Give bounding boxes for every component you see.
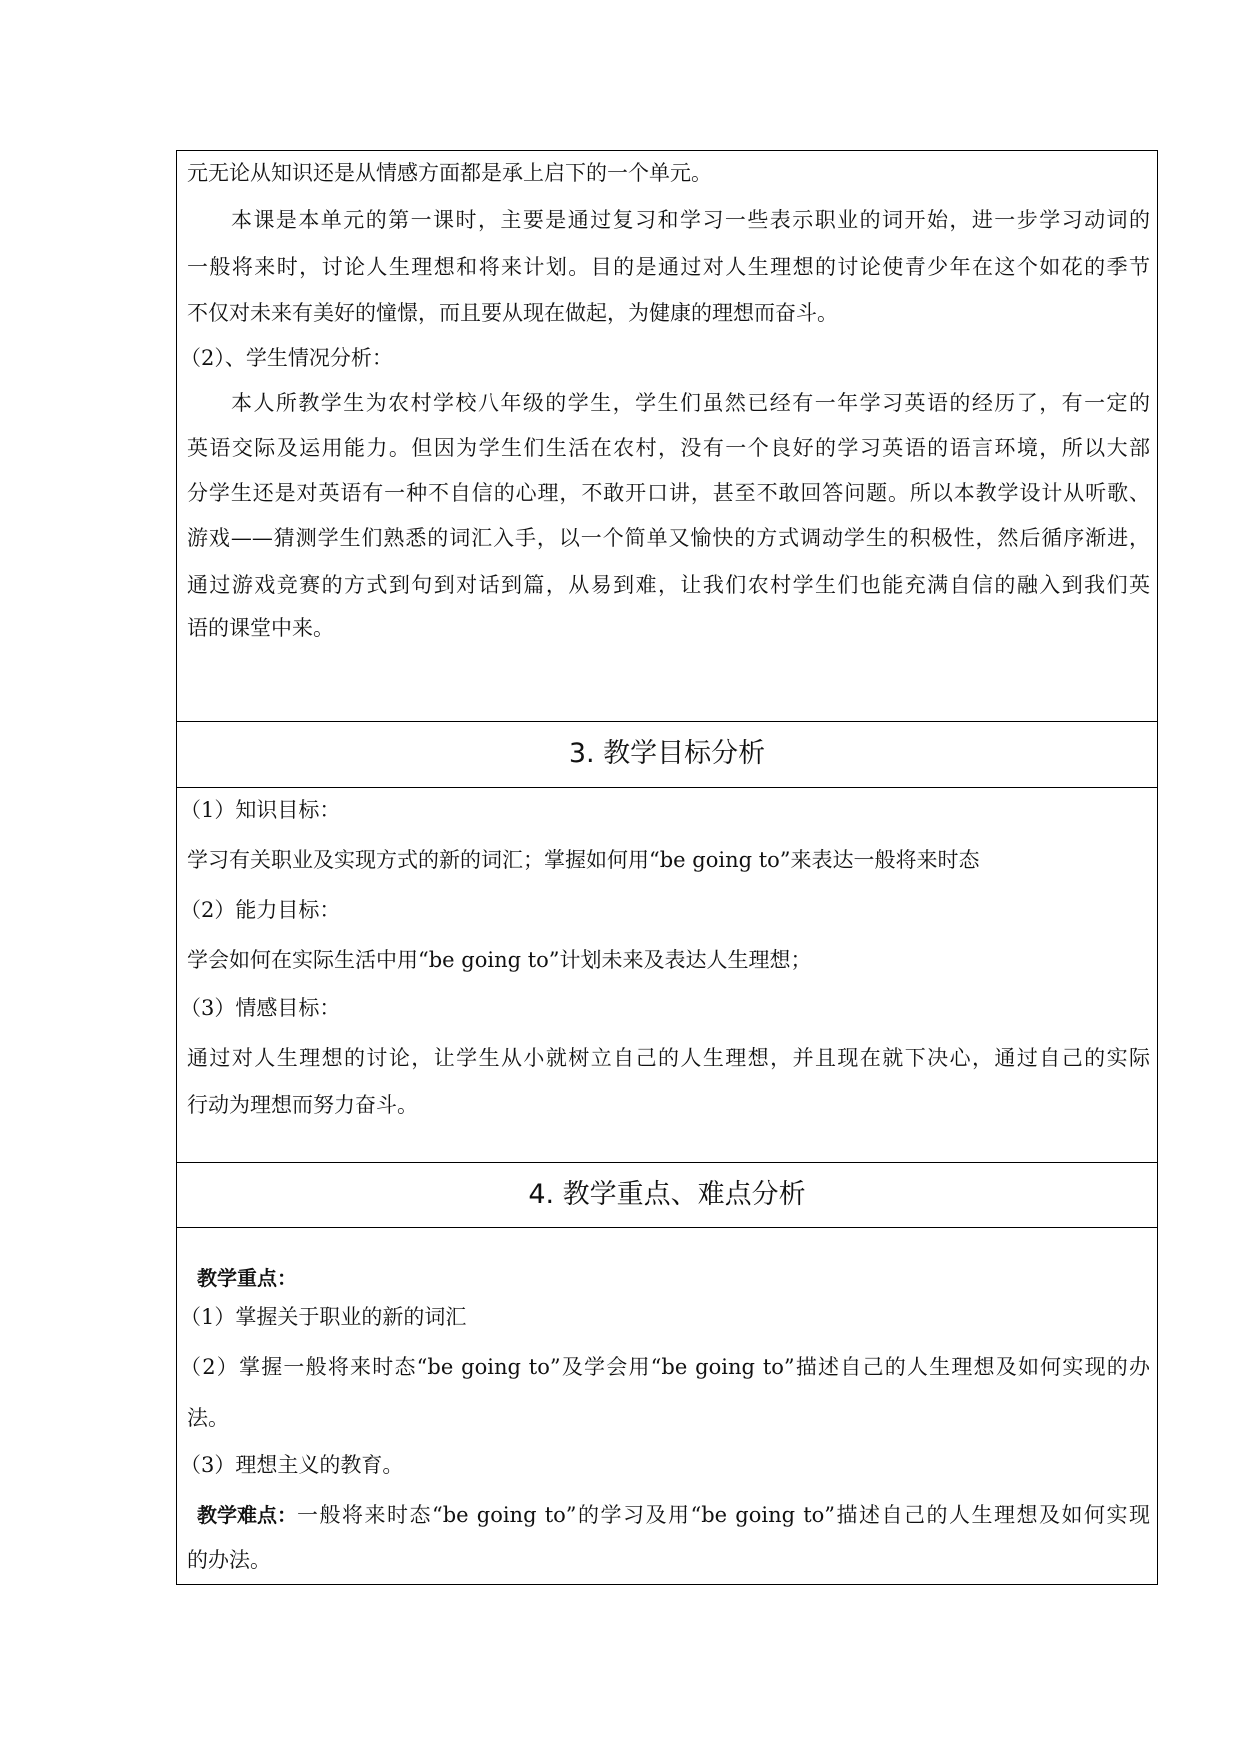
section-title-key-points: 4. 教学重点、难点分析	[528, 1179, 806, 1210]
row-divider	[176, 721, 1158, 722]
difficulty-text: 一般将来时态“be going to”的学习及用“be going to”描述自己的人生理想及如何实现	[297, 1503, 1150, 1527]
section-title-teaching-objectives: 3. 教学目标分析	[568, 738, 766, 769]
row-divider	[176, 1162, 1158, 1163]
objective-text: 学会如何在实际生活中用“be going to”计划未来及表达人生理想；	[187, 948, 812, 972]
row-divider	[176, 787, 1158, 788]
paragraph-line: 本人所教学生为农村学校八年级的学生，学生们虽然已经有一年学习英语的经历了，有一定的	[231, 391, 1150, 415]
row-divider	[176, 1227, 1158, 1228]
objective-text: 学习有关职业及实现方式的新的词汇；掌握如何用“be going to”来表达一般将来时态	[187, 848, 980, 872]
objective-heading: （2）能力目标：	[180, 898, 341, 922]
key-point-item: 法。	[187, 1406, 229, 1430]
paragraph-line: 不仅对未来有美好的憧憬，而且要从现在做起，为健康的理想而奋斗。	[187, 301, 838, 325]
key-point-item: （3）理想主义的教育。	[180, 1453, 404, 1477]
paragraph-line: 一般将来时，讨论人生理想和将来计划。目的是通过对人生理想的讨论使青少年在这个如花的季节	[187, 255, 1150, 279]
paragraph-line: 游戏——猜测学生们熟悉的词汇入手，以一个简单又愉快的方式调动学生的积极性，然后循序渐进，	[187, 526, 1150, 550]
key-point-item: （1）掌握关于职业的新的词汇	[180, 1305, 467, 1329]
objective-heading: （1）知识目标：	[180, 798, 341, 822]
key-point-item: （2）掌握一般将来时态“be going to”及学会用“be going to”描述自己的人生理想及如何实现的办	[180, 1355, 1150, 1379]
difficulty-label: 教学难点：	[197, 1503, 297, 1527]
paragraph-line: 本课是本单元的第一课时，主要是通过复习和学习一些表示职业的词开始，进一步学习动词的	[231, 208, 1150, 232]
objective-text: 通过对人生理想的讨论，让学生从小就树立自己的人生理想，并且现在就下决心，通过自己的实际	[187, 1046, 1150, 1070]
objective-text: 行动为理想而努力奋斗。	[187, 1093, 418, 1117]
paragraph-line: 通过游戏竞赛的方式到句到对话到篇，从易到难，让我们农村学生们也能充满自信的融入到我们英	[187, 573, 1150, 597]
paragraph-line: 英语交际及运用能力。但因为学生们生活在农村，没有一个良好的学习英语的语言环境，所以大部	[187, 436, 1150, 460]
objective-heading: （3）情感目标：	[180, 996, 341, 1020]
paragraph-line: 分学生还是对英语有一种不自信的心理，不敢开口讲，甚至不敢回答问题。所以本教学设计从听歌、	[187, 481, 1150, 505]
key-points-label-text: 教学重点：	[197, 1266, 297, 1290]
difficulty-text-cont: 的办法。	[187, 1548, 271, 1572]
difficulty-line	[197, 1502, 1150, 1528]
paragraph-line: 元无论从知识还是从情感方面都是承上启下的一个单元。	[187, 161, 712, 185]
paragraph-line: 语的课堂中来。	[187, 616, 334, 640]
key-points-label	[197, 1265, 1160, 1291]
subheading-student-analysis: （2）、学生情况分析：	[180, 346, 393, 370]
